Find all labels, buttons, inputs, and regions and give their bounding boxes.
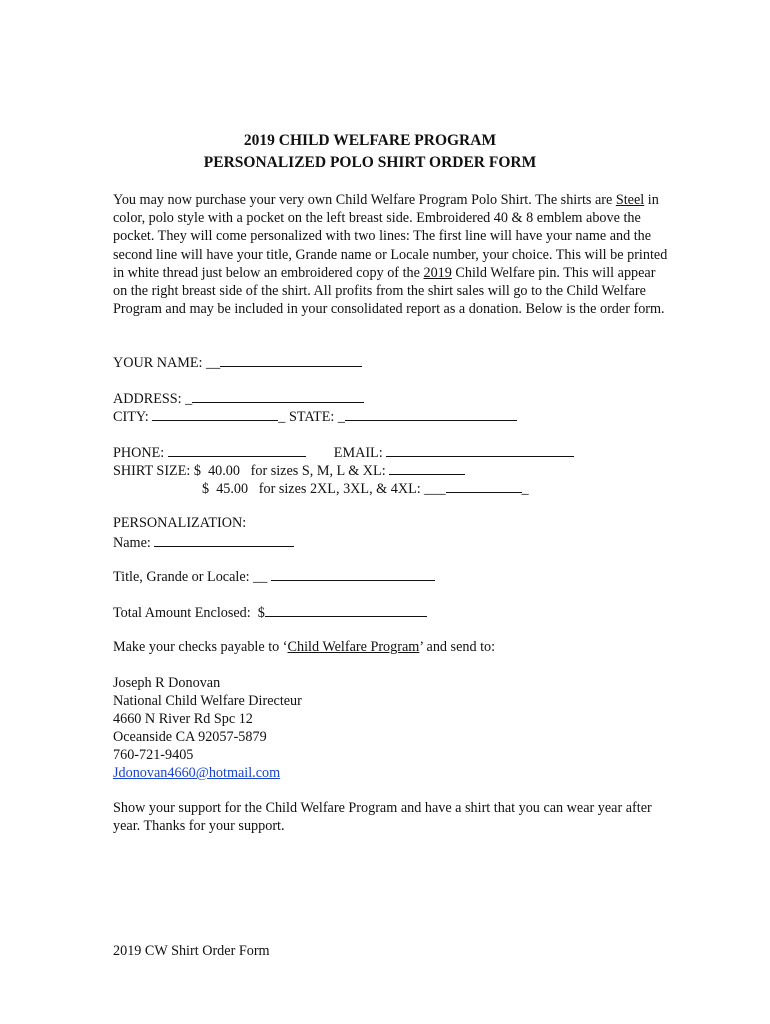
phone-field[interactable] — [168, 442, 306, 457]
your-name-field[interactable] — [220, 352, 362, 367]
total-row — [113, 602, 427, 622]
shirt-size-row-1 — [113, 460, 465, 480]
city-state-row — [113, 406, 517, 426]
address-field[interactable] — [192, 388, 364, 403]
your-name-label: YOUR NAME: __ — [113, 355, 221, 371]
email-label: EMAIL: — [333, 445, 387, 461]
phone-email-row — [113, 442, 574, 462]
contact-city: Oceanside CA 92057-5879 — [113, 729, 267, 745]
email-field[interactable] — [386, 442, 574, 457]
total-label: Total Amount Enclosed: $ — [113, 605, 265, 621]
sizes-large-qty-field[interactable] — [446, 478, 522, 493]
payable-line — [113, 638, 495, 656]
personal-name-field[interactable] — [154, 532, 294, 547]
intro-year: 2019 — [423, 264, 452, 281]
total-field[interactable] — [265, 602, 427, 617]
city-label: CITY: — [113, 409, 153, 425]
personal-name-row — [113, 532, 294, 552]
sizes-small-label: for sizes S, M, L & XL: — [250, 463, 390, 479]
your-name-row — [113, 352, 362, 372]
address-label: ADDRESS: _ — [113, 391, 193, 407]
intro-steel: Steel — [615, 192, 645, 208]
form-title — [0, 130, 770, 174]
contact-name: Joseph R Donovan — [113, 675, 221, 691]
personalization-heading: PERSONALIZATION: — [113, 515, 247, 531]
title-locale-field[interactable] — [271, 566, 435, 581]
price-large: $ 45.00 — [202, 481, 249, 497]
contact-street: 4660 N River Rd Spc 12 — [113, 711, 253, 727]
intro-text-2: in color, polo style with a pocket on the left breast side. Embroidered 40 & 8 emblem above the pocket. They will come personalized with two lines: The first line will have your name and the second line will have your title, Grande name or Locale number, your choice. This will be printed in white thread just below an embroidered copy of the — [113, 192, 668, 281]
title-line-1: 2019 CHILD WELFARE PROGRAM — [243, 132, 497, 149]
sizes-small-qty-field[interactable] — [389, 460, 465, 475]
price-small: $ 40.00 — [193, 463, 240, 479]
contact-phone: 760-721-9405 — [113, 747, 194, 763]
sizes-large-label: for sizes 2XL, 3XL, & 4XL: ___ — [258, 481, 446, 497]
shirt-size-row-2 — [202, 478, 529, 498]
payable-text-2: ’ and send to: — [419, 639, 496, 655]
closing-paragraph: Show your support for the Child Welfare Program and have a shirt that you can wear year after year. Thanks for your support. — [113, 800, 652, 835]
state-field[interactable] — [345, 406, 517, 421]
contact-role: National Child Welfare Directeur — [113, 693, 302, 709]
payable-text-1: Make your checks payable to ‘ — [113, 639, 288, 655]
intro-text-3: Child Welfare pin. This will appear on the right breast side of the shirt. All profits from the shirt sales will go to the Child Welfare Program and may be included in your consolidated report as a donation. Below is the order form. — [113, 264, 665, 318]
page-footer: 2019 CW Shirt Order Form — [113, 943, 270, 959]
contact-email-link[interactable]: Jdonovan4660@hotmail.com — [113, 765, 281, 781]
intro-text-1: You may now purchase your very own Child Welfare Program Polo Shirt. The shirts are — [113, 192, 616, 208]
title-locale-label: Title, Grande or Locale: __ — [113, 569, 271, 585]
sizes-large-end: _ — [521, 481, 529, 497]
state-label: _ STATE: _ — [278, 409, 345, 425]
address-row — [113, 388, 364, 408]
contact-email-row — [113, 764, 280, 782]
shirt-size-label: SHIRT SIZE: — [113, 463, 191, 479]
title-locale-row — [113, 566, 435, 586]
city-field[interactable] — [152, 406, 278, 421]
phone-label: PHONE: — [113, 445, 168, 461]
title-line-2: PERSONALIZED POLO SHIRT ORDER FORM — [203, 154, 537, 171]
intro-paragraph — [113, 191, 673, 318]
personal-name-label: Name: — [113, 535, 155, 551]
payable-program: Child Welfare Program — [287, 639, 420, 655]
